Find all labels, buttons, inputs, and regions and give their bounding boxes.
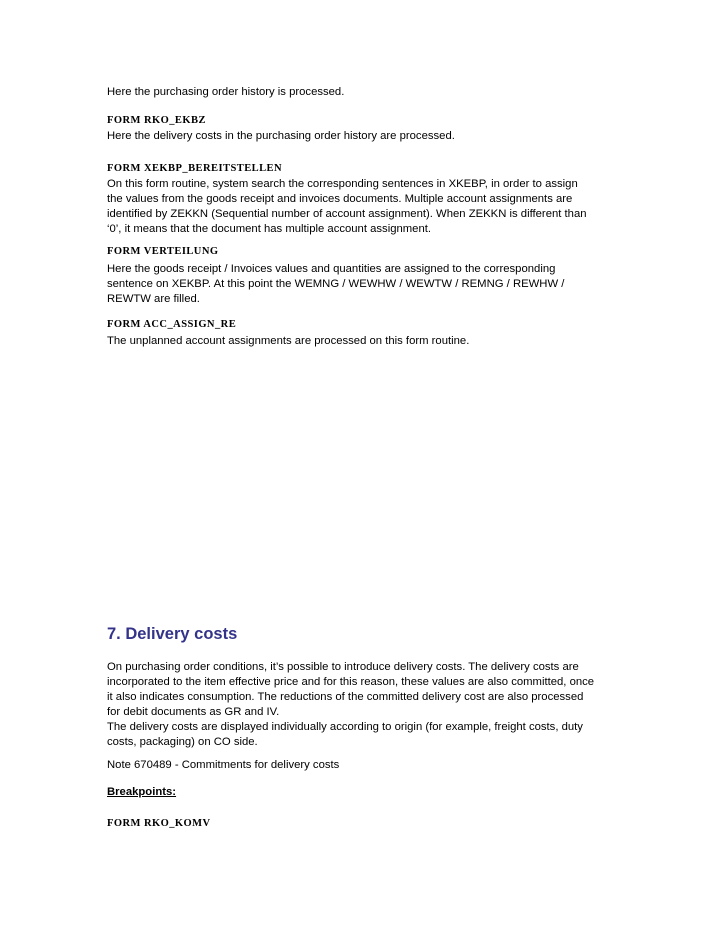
- text-line: the values from the goods receipt and invoices documents. Multiple account assignments are: [107, 193, 573, 205]
- form-label-verteilung: FORM VERTEILUNG: [107, 246, 219, 257]
- form-label-xekbp-bereitstellen: FORM XEKBP_BEREITSTELLEN: [107, 163, 283, 174]
- text-line: Here the goods receipt / Invoices values and quantities are assigned to the corresponding: [107, 263, 556, 275]
- text-line: On this form routine, system search the corresponding sentences in XKEBP, in order to assign: [107, 178, 578, 190]
- section-text-rko-ekbz: [107, 129, 627, 144]
- text-line: The unplanned account assignments are processed on this form routine.: [107, 335, 470, 347]
- section-text-verteilung: [107, 262, 627, 307]
- chapter-paragraph: [107, 660, 627, 750]
- text-line: it also indicates consumption. The reductions of the committed delivery cost are also processed: [107, 691, 584, 703]
- text-line: costs, packaging) on CO side.: [107, 736, 258, 748]
- form-label-acc-assign-re: FORM ACC_ASSIGN_RE: [107, 319, 237, 330]
- note-reference: Note 670489 - Commitments for delivery costs: [107, 759, 340, 771]
- text-line: sentence on XEKBP. At this point the WEMNG / WEWHW / WEWTW / REMNG / REWHW /: [107, 278, 565, 290]
- text-line: The delivery costs are displayed individually according to origin (for example, freight costs, duty: [107, 721, 583, 733]
- chapter-heading: 7. Delivery costs: [107, 625, 238, 643]
- breakpoints-label: Breakpoints:: [107, 786, 177, 798]
- text-line: REWTW are filled.: [107, 293, 200, 305]
- text-line: incorporated to the item effective price and for this reason, these values are also committed, once: [107, 676, 595, 688]
- text-line: ‘0’, it means that the document has multiple account assignment.: [107, 223, 432, 235]
- intro-text: Here the purchasing order history is processed.: [107, 86, 345, 98]
- text-line: Here the delivery costs in the purchasing order history are processed.: [107, 130, 455, 142]
- section-text-acc-assign-re: [107, 334, 627, 349]
- text-line: On purchasing order conditions, it’s possible to introduce delivery costs. The delivery costs are: [107, 661, 579, 673]
- text-line: for debit documents as GR and IV.: [107, 706, 280, 718]
- form-label-rko-komv: FORM RKO_KOMV: [107, 818, 211, 829]
- section-text-xekbp-bereitstellen: [107, 177, 627, 237]
- form-label-rko-ekbz: FORM RKO_EKBZ: [107, 115, 206, 126]
- text-line: identified by ZEKKN (Sequential number of account assignment). When ZEKKN is different than: [107, 208, 587, 220]
